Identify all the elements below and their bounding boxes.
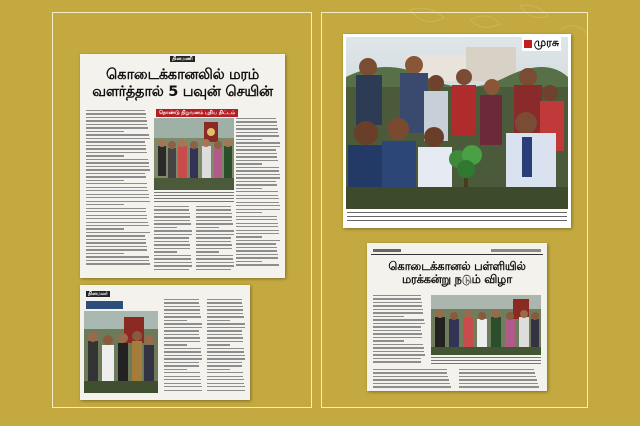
text-line <box>236 230 279 231</box>
text-line <box>154 230 192 231</box>
text-line <box>207 379 244 380</box>
text-line <box>196 258 233 259</box>
text-line <box>373 347 424 348</box>
main-photo-caption <box>154 192 234 202</box>
text-line <box>154 251 177 252</box>
text-line <box>164 316 201 317</box>
small-text-column-2 <box>207 299 245 393</box>
text-line <box>236 223 278 224</box>
photo-news-clipping <box>343 34 571 228</box>
text-line <box>207 369 230 370</box>
text-line <box>86 204 124 205</box>
text-line <box>86 246 147 247</box>
text-line <box>86 249 147 250</box>
text-line <box>207 362 242 363</box>
text-line <box>86 215 147 216</box>
text-line <box>154 255 191 256</box>
main-subhead: தொண்டு நிறுவனம் புதிய திட்டம் <box>156 109 238 117</box>
text-line <box>373 333 422 334</box>
text-line <box>459 369 534 370</box>
text-line <box>86 155 124 156</box>
text-line <box>236 216 277 217</box>
photo-masthead <box>522 36 561 51</box>
text-line <box>86 194 149 195</box>
text-line <box>196 255 233 256</box>
text-line <box>373 340 404 341</box>
text-line <box>373 344 423 345</box>
text-line <box>86 183 147 184</box>
text-line <box>86 201 150 202</box>
text-line <box>373 372 447 373</box>
text-line <box>207 299 242 300</box>
text-line <box>236 160 278 161</box>
text-line <box>236 250 277 251</box>
text-line <box>86 131 124 132</box>
text-line <box>86 235 145 236</box>
text-line <box>236 174 280 175</box>
school-text-column-bottom-right <box>459 369 541 390</box>
text-line <box>373 358 421 359</box>
text-line <box>164 313 200 314</box>
text-line <box>207 386 245 387</box>
text-line <box>86 169 150 170</box>
main-masthead-logo: தினமணி <box>172 56 193 62</box>
text-line <box>236 240 280 241</box>
main-news-clipping <box>80 54 285 278</box>
text-line <box>86 162 149 163</box>
school-headline: கொடைக்கானல் பள்ளியில் மரக்கன்று நடும் விழா <box>388 259 526 287</box>
text-line <box>154 220 190 221</box>
text-line <box>86 145 146 146</box>
text-line <box>236 132 278 133</box>
text-line <box>236 261 262 262</box>
text-line <box>86 110 145 111</box>
text-line <box>236 191 278 192</box>
main-masthead <box>80 54 285 64</box>
small-photo <box>84 311 158 393</box>
text-line <box>207 351 244 352</box>
text-line <box>207 355 245 356</box>
main-text-column-bottom-left <box>154 206 192 272</box>
text-line <box>236 181 276 182</box>
text-line <box>373 309 423 310</box>
text-line <box>236 247 277 248</box>
text-line <box>207 376 243 377</box>
text-line <box>154 209 189 210</box>
school-text-column-left <box>373 295 425 365</box>
text-line <box>164 379 201 380</box>
text-line <box>373 386 451 387</box>
text-line <box>196 206 231 207</box>
text-line <box>459 379 537 380</box>
text-line <box>86 197 149 198</box>
text-line <box>236 209 280 210</box>
school-news-clipping <box>367 243 547 391</box>
text-line <box>236 170 279 171</box>
text-line <box>373 330 421 331</box>
text-line <box>86 159 148 160</box>
text-line <box>196 230 234 231</box>
text-line <box>207 390 245 391</box>
text-line <box>164 302 199 303</box>
text-line <box>164 351 201 352</box>
text-line <box>236 125 277 126</box>
text-line <box>207 372 243 373</box>
main-photo <box>154 118 234 190</box>
text-line <box>207 313 243 314</box>
text-line <box>373 376 448 377</box>
text-line <box>207 306 243 307</box>
text-line <box>373 298 421 299</box>
text-line <box>86 187 147 188</box>
text-line <box>236 243 276 244</box>
text-line <box>86 253 124 254</box>
text-line <box>236 205 280 206</box>
text-line <box>164 323 202 324</box>
text-line <box>154 234 192 235</box>
school-masthead-logo <box>373 249 401 252</box>
text-line <box>86 208 146 209</box>
text-line <box>154 262 192 263</box>
text-line <box>236 121 277 122</box>
text-line <box>207 365 242 366</box>
text-line <box>86 239 146 240</box>
text-line <box>154 227 177 228</box>
text-line <box>373 302 422 303</box>
text-line <box>86 190 148 191</box>
text-line <box>236 163 262 164</box>
text-line <box>236 236 262 237</box>
text-line <box>236 149 276 150</box>
text-line <box>196 220 232 221</box>
text-line <box>196 223 233 224</box>
text-line <box>86 218 147 219</box>
text-line <box>164 358 202 359</box>
text-line <box>196 241 231 242</box>
text-line <box>86 211 146 212</box>
text-line <box>207 316 244 317</box>
text-line <box>236 257 278 258</box>
text-line <box>196 262 234 263</box>
text-line <box>86 124 147 125</box>
tree-planting-photo <box>346 37 568 209</box>
main-text-column-right <box>236 118 280 268</box>
text-line <box>86 113 146 114</box>
text-line <box>196 209 231 210</box>
text-line <box>373 295 421 296</box>
text-line <box>207 337 243 338</box>
school-photo-caption <box>431 357 541 365</box>
text-line <box>86 152 147 153</box>
text-line <box>207 330 242 331</box>
text-line <box>164 299 199 300</box>
text-line <box>236 153 277 154</box>
text-line <box>164 355 202 356</box>
main-text-column-left <box>86 110 150 267</box>
text-line <box>373 326 421 327</box>
text-line <box>236 219 277 220</box>
text-line <box>86 228 124 229</box>
text-line <box>207 358 245 359</box>
text-line <box>196 234 234 235</box>
school-photo <box>431 295 541 355</box>
text-line <box>236 212 262 213</box>
text-line <box>373 354 425 355</box>
main-text-column-bottom-mid <box>196 206 234 272</box>
text-line <box>86 263 150 264</box>
text-line <box>86 225 149 226</box>
photo-masthead-logo: முரசு <box>533 36 559 49</box>
text-line <box>164 306 200 307</box>
small-subhead <box>86 301 123 309</box>
text-line <box>164 309 200 310</box>
text-line <box>236 156 277 157</box>
text-line <box>164 362 199 363</box>
text-line <box>373 383 450 384</box>
text-line <box>154 265 192 266</box>
text-line <box>236 254 278 255</box>
text-line <box>196 248 232 249</box>
text-line <box>373 337 422 338</box>
text-line <box>164 334 199 335</box>
text-line <box>154 223 191 224</box>
text-line <box>373 305 422 306</box>
text-line <box>164 372 200 373</box>
text-line <box>236 167 279 168</box>
main-headline: கொடைக்கானலில் மரம் வளர்த்தால் 5 பவுன் செயின் <box>92 67 273 100</box>
text-line <box>236 202 279 203</box>
text-line <box>164 390 202 391</box>
text-line <box>373 361 421 362</box>
text-line <box>86 166 149 167</box>
school-rule <box>371 254 543 255</box>
text-line <box>154 258 191 259</box>
text-line <box>236 188 262 189</box>
text-line <box>373 379 449 380</box>
school-masthead-date <box>491 249 541 252</box>
text-line <box>236 177 280 178</box>
text-line <box>86 134 149 135</box>
text-line <box>154 269 189 270</box>
text-line <box>373 312 423 313</box>
text-line <box>207 309 243 310</box>
text-line <box>154 241 189 242</box>
text-line <box>207 344 230 345</box>
text-line <box>164 337 200 338</box>
text-line <box>207 302 242 303</box>
text-line <box>236 139 262 140</box>
text-line <box>196 265 234 266</box>
text-line <box>164 330 199 331</box>
text-line <box>86 127 148 128</box>
text-line <box>86 260 149 261</box>
text-line <box>236 128 278 129</box>
text-line <box>236 226 278 227</box>
text-line <box>373 319 424 320</box>
text-line <box>207 334 242 335</box>
text-line <box>164 386 202 387</box>
text-line <box>236 135 279 136</box>
text-line <box>86 242 146 243</box>
photo-caption <box>347 212 567 224</box>
text-line <box>207 341 243 342</box>
text-line <box>196 227 219 228</box>
text-line <box>236 198 279 199</box>
text-line <box>86 176 146 177</box>
text-line <box>154 206 189 207</box>
text-line <box>236 142 280 143</box>
text-line <box>86 138 150 139</box>
text-line <box>207 348 244 349</box>
school-text-column-bottom-left <box>373 369 453 390</box>
text-line <box>196 216 232 217</box>
text-line <box>154 244 190 245</box>
text-line <box>459 372 535 373</box>
small-masthead <box>80 289 250 299</box>
text-line <box>207 323 245 324</box>
text-line <box>86 222 148 223</box>
text-line <box>196 269 231 270</box>
text-line <box>164 327 202 328</box>
flag-icon <box>524 40 532 48</box>
text-line <box>236 184 277 185</box>
text-line <box>164 341 200 342</box>
small-text-column-1 <box>164 299 202 393</box>
text-line <box>236 195 278 196</box>
text-line <box>373 369 447 370</box>
text-line <box>196 251 219 252</box>
text-line <box>207 320 230 321</box>
text-line <box>373 316 404 317</box>
text-line <box>196 244 232 245</box>
text-line <box>459 383 538 384</box>
text-line <box>86 256 149 257</box>
text-line <box>164 383 201 384</box>
text-line <box>154 237 189 238</box>
text-line <box>236 264 279 265</box>
small-masthead-logo: தினமலர் <box>88 291 108 297</box>
text-line <box>86 141 145 142</box>
text-line <box>164 344 187 345</box>
text-line <box>207 327 245 328</box>
text-line <box>154 248 190 249</box>
text-line <box>86 173 145 174</box>
text-line <box>459 386 539 387</box>
text-line <box>236 233 279 234</box>
text-line <box>373 351 424 352</box>
text-line <box>373 323 425 324</box>
text-line <box>164 365 199 366</box>
text-line <box>459 376 536 377</box>
text-line <box>86 180 124 181</box>
text-line <box>86 232 150 233</box>
text-line <box>86 120 147 121</box>
text-line <box>164 369 187 370</box>
text-line <box>164 376 200 377</box>
text-line <box>86 117 146 118</box>
text-line <box>86 148 146 149</box>
small-news-clipping <box>80 285 250 400</box>
text-line <box>154 216 190 217</box>
text-line <box>196 213 232 214</box>
text-line <box>236 146 280 147</box>
text-line <box>164 320 187 321</box>
text-line <box>164 348 201 349</box>
text-line <box>236 118 276 119</box>
text-line <box>207 383 244 384</box>
text-line <box>154 213 190 214</box>
text-line <box>196 237 231 238</box>
